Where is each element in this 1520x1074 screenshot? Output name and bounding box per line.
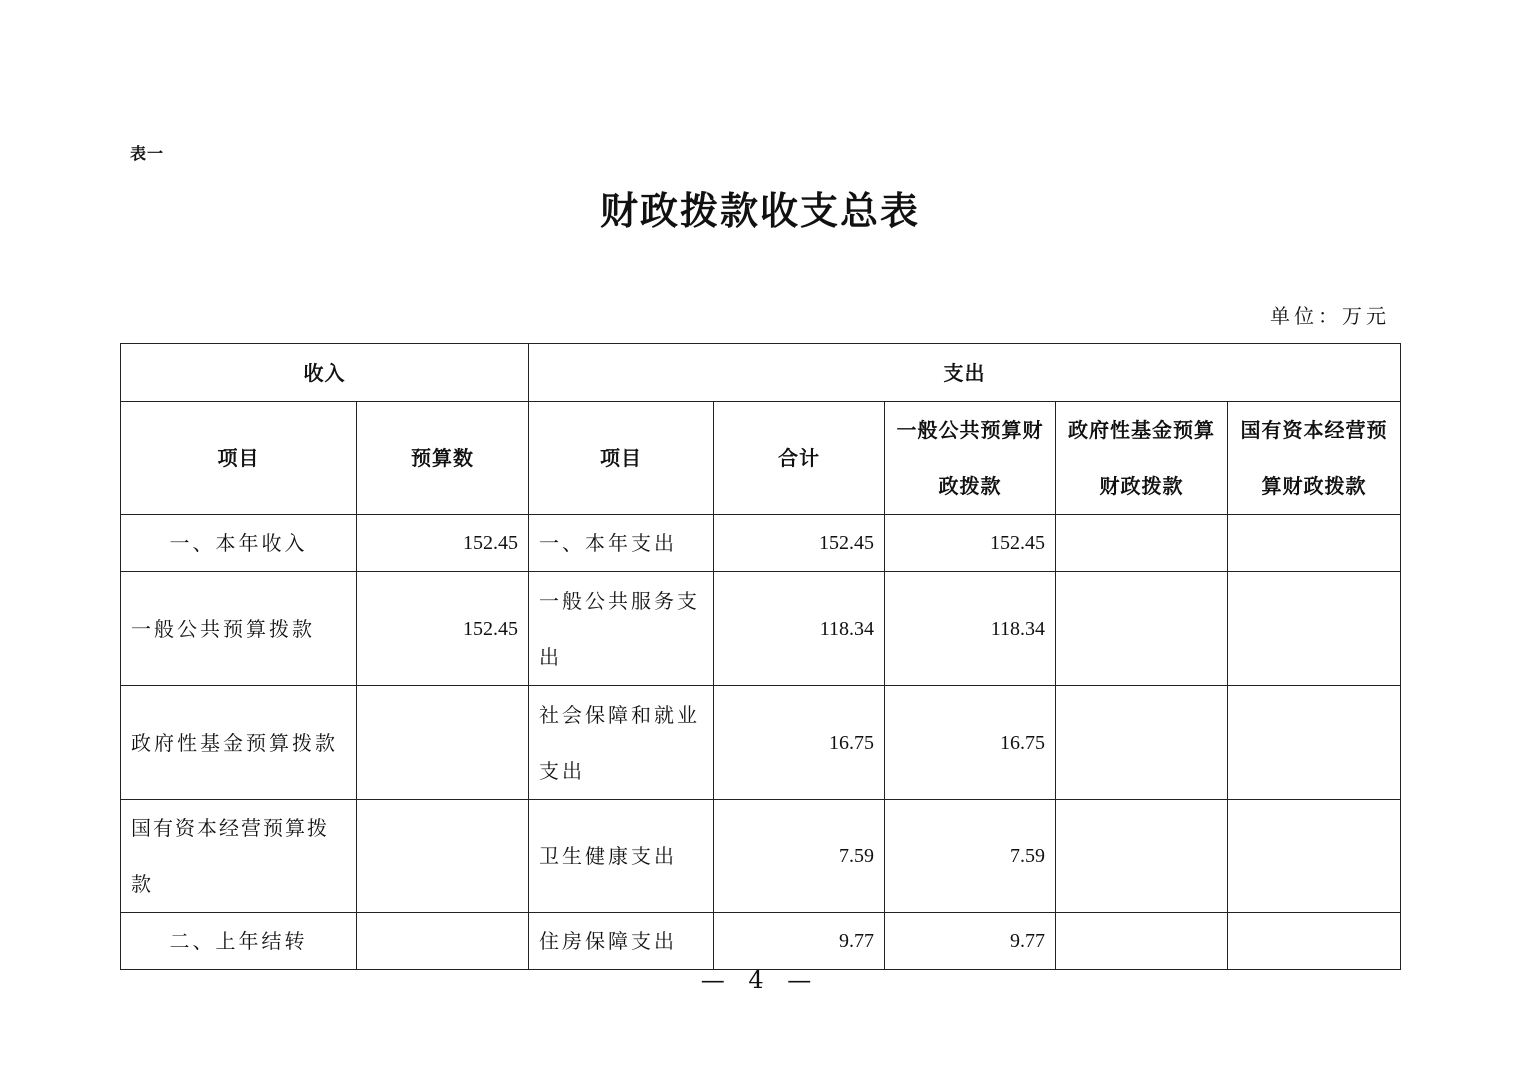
exp-general-cell: 9.77 <box>885 913 1056 970</box>
header-row-group <box>121 344 1401 402</box>
table-row <box>121 572 1401 686</box>
table-row <box>121 800 1401 913</box>
exp-fund-cell <box>1056 572 1228 686</box>
exp-state-cell <box>1228 572 1401 686</box>
exp-fund-cell <box>1056 913 1228 970</box>
exp-item-cell: 一、本年支出 <box>529 515 714 572</box>
header-exp-item: 项目 <box>529 402 714 515</box>
exp-general-cell: 16.75 <box>885 686 1056 800</box>
header-expenditure: 支出 <box>529 344 1401 402</box>
header-income-budget: 预算数 <box>357 402 529 515</box>
exp-total-cell: 7.59 <box>714 800 885 913</box>
income-budget-cell <box>357 800 529 913</box>
income-budget-cell <box>357 686 529 800</box>
exp-fund-cell <box>1056 686 1228 800</box>
income-item-cell: 一、本年收入 <box>121 515 357 572</box>
exp-item-cell: 卫生健康支出 <box>529 800 714 913</box>
income-item-cell: 政府性基金预算拨款 <box>121 686 357 800</box>
header-exp-general: 一般公共预算财政拨款 <box>885 402 1056 515</box>
exp-general-cell: 118.34 <box>885 572 1056 686</box>
exp-item-cell: 一般公共服务支出 <box>529 572 714 686</box>
header-income-item: 项目 <box>121 402 357 515</box>
exp-total-cell: 16.75 <box>714 686 885 800</box>
exp-fund-cell <box>1056 800 1228 913</box>
header-income: 收入 <box>121 344 529 402</box>
table-row <box>121 913 1401 970</box>
page-title: 财政拨款收支总表 <box>599 189 920 233</box>
unit-label: 单位：万元 <box>1270 304 1390 328</box>
exp-item-cell: 住房保障支出 <box>529 913 714 970</box>
exp-general-cell: 152.45 <box>885 515 1056 572</box>
income-item-cell: 二、上年结转 <box>121 913 357 970</box>
table-label: 表一 <box>130 144 165 163</box>
exp-total-cell: 9.77 <box>714 913 885 970</box>
exp-total-cell: 118.34 <box>714 572 885 686</box>
header-exp-state: 国有资本经营预算财政拨款 <box>1228 402 1401 515</box>
exp-total-cell: 152.45 <box>714 515 885 572</box>
exp-general-cell: 7.59 <box>885 800 1056 913</box>
exp-state-cell <box>1228 515 1401 572</box>
exp-state-cell <box>1228 913 1401 970</box>
page-number: — 4 — <box>700 966 820 994</box>
header-row-columns <box>121 402 1401 515</box>
exp-state-cell <box>1228 800 1401 913</box>
income-item-cell: 国有资本经营预算拨款 <box>121 800 357 913</box>
table-row <box>121 686 1401 800</box>
header-exp-fund: 政府性基金预算财政拨款 <box>1056 402 1228 515</box>
income-budget-cell: 152.45 <box>357 515 529 572</box>
budget-summary-table <box>120 343 1401 970</box>
income-budget-cell: 152.45 <box>357 572 529 686</box>
income-item-cell: 一般公共预算拨款 <box>121 572 357 686</box>
header-exp-total: 合计 <box>714 402 885 515</box>
exp-item-cell: 社会保障和就业支出 <box>529 686 714 800</box>
table-row <box>121 515 1401 572</box>
income-budget-cell <box>357 913 529 970</box>
exp-state-cell <box>1228 686 1401 800</box>
exp-fund-cell <box>1056 515 1228 572</box>
